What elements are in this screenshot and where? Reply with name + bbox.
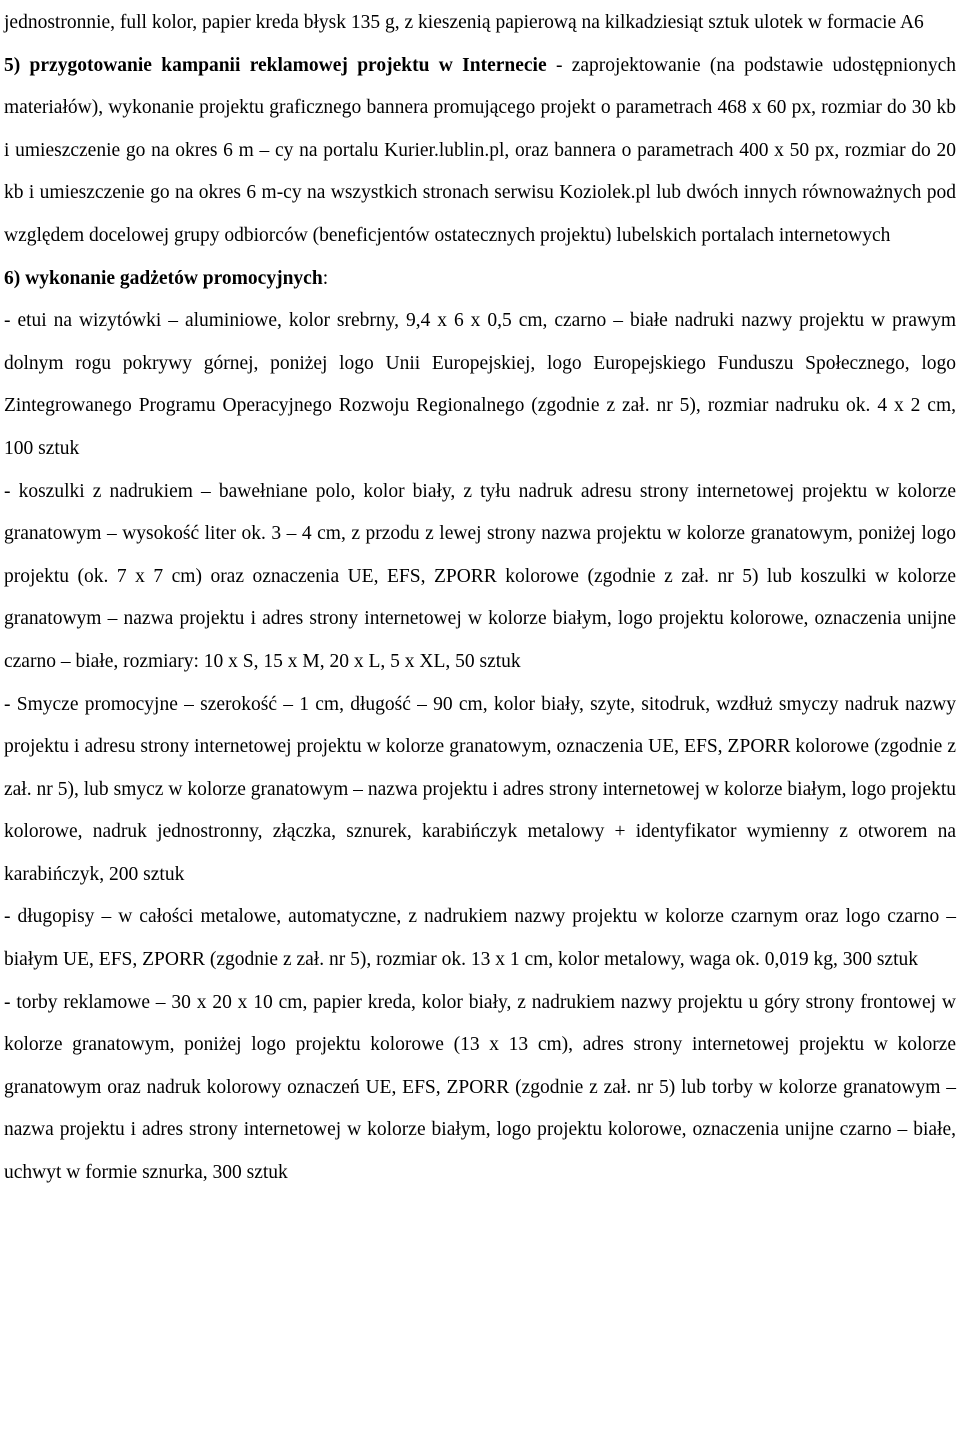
item-5-heading: 5) przygotowanie kampanii reklamowej projektu w Internecie xyxy=(4,54,547,76)
paragraph-koszulki xyxy=(4,471,956,684)
item-5-body: - zaprojektowanie (na podstawie udostępnionych materiałów), wykonanie projektu graficznego bannera promującego projekt o parametrach 468 x 60 px, rozmiar do 30 kb i umieszczenie go na okres 6 m – cy na portalu Kurier.lublin.pl, oraz bannera o parametrach 400 x 50 px, rozmiar do 20 kb i umieszczenie go na okres 6 m-cy na wszystkich stronach serwisu Koziolek.pl lub dwóch innych równoważnych pod względem docelowej grupy odbiorców (beneficjentów ostatecznych projektu) lubelskich portalach internetowych xyxy=(4,54,956,246)
paragraph-text: - długopisy – w całości metalowe, automatyczne, z nadrukiem nazwy projektu w kolorze czarnym oraz logo czarno – białym UE, EFS, ZPORR (zgodnie z zał. nr 5), rozmiar ok. 13 x 1 cm, kolor metalowy, waga ok. 0,019 kg, 300 sztuk xyxy=(4,906,956,971)
paragraph-item-5-internet-campaign xyxy=(4,45,956,258)
paragraph-item-6-heading xyxy=(4,258,956,301)
paragraph-torby xyxy=(4,982,956,1195)
item-6-heading: 6) wykonanie gadżetów promocyjnych xyxy=(4,267,323,289)
paragraph-dlugopisy xyxy=(4,896,956,981)
paragraph-text: - torby reklamowe – 30 x 20 x 10 cm, papier kreda, kolor biały, z nadrukiem nazwy projektu u góry strony frontowej w kolorze granatowym, poniżej logo projektu kolorowe (13 x 13 cm), adres strony internetowej projektu w kolorze granatowym oraz nadruk kolorowy oznaczeń UE, EFS, ZPORR (zgodnie z zał. nr 5) lub torby w kolorze granatowym – nazwa projektu i adres strony internetowej w kolorze białym, logo projektu kolorowe, oznaczenia unijne czarno – białe, uchwyt w formie sznurka, 300 sztuk xyxy=(4,991,956,1184)
paragraph-text: - koszulki z nadrukiem – bawełniane polo, kolor biały, z tyłu nadruk adresu strony internetowej projektu w kolorze granatowym – wysokość liter ok. 3 – 4 cm, z przodu z lewej strony nazwa projektu w kolorze granatowym, poniżej logo projektu (ok. 7 x 7 cm) oraz oznaczenia UE, EFS, ZPORR kolorowe (zgodnie z zał. nr 5) lub koszulki w kolorze granatowym – nazwa projektu i adres strony internetowej w kolorze białym, logo projektu kolorowe, oznaczenia unijne czarno – białe, rozmiary: 10 x S, 15 x M, 20 x L, 5 x XL, 50 sztuk xyxy=(4,480,956,672)
paragraph-smycze xyxy=(4,684,956,897)
paragraph-text: - Smycze promocyjne – szerokość – 1 cm, długość – 90 cm, kolor biały, szyte, sitodruk, wzdłuż smyczy nadruk nazwy projektu i adresu strony internetowej projektu w kolorze granatowym, oznaczenia UE, EFS, ZPORR kolorowe (zgodnie z zał. nr 5), lub smycz w kolorze granatowym – nazwa projektu i adres strony internetowej w kolorze białym, logo projektu kolorowe, nadruk jednostronny, złączka, sznurek, karabińczyk metalowy + identyfikator wymienny z otworem na karabińczyk, 200 sztuk xyxy=(4,693,956,885)
item-6-colon: : xyxy=(322,267,329,289)
paragraph-text: - etui na wizytówki – aluminiowe, kolor srebrny, 9,4 x 6 x 0,5 cm, czarno – białe nadruki nazwy projektu w prawym dolnym rogu pokrywy górnej, poniżej logo Unii Europejskiej, logo Europejskiego Funduszu Społecznego, logo Zintegrowanego Programu Operacyjnego Rozwoju Regionalnego (zgodnie z zał. nr 5), rozmiar nadruku ok. 4 x 2 cm, 100 sztuk xyxy=(4,310,956,459)
paragraph-text: jednostronnie, full kolor, papier kreda błysk 135 g, z kieszenią papierową na kilkadziesiąt sztuk ulotek w formacie A6 xyxy=(4,12,924,33)
paragraph-etui xyxy=(4,300,956,470)
paragraph-ulotki-continuation xyxy=(4,2,956,45)
